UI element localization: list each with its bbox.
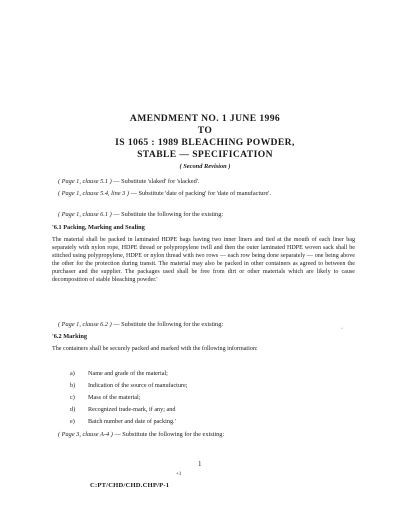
page-number: 1	[198, 460, 202, 468]
instruction-ref: ( Page 1, clause 6.2 )	[58, 321, 112, 328]
instruction-text: — Substitute the following for the existing:	[111, 211, 224, 218]
stray-mark: ·	[341, 326, 343, 332]
instruction-ref: ( Page 1, clause 5.4, line 3 )	[58, 190, 129, 197]
list-item: d) Recognized trade-mark, if any; and	[70, 406, 176, 413]
standard-subtitle: STABLE — SPECIFICATION	[137, 149, 273, 160]
list-item: a) Name and grade of the material;	[70, 370, 168, 377]
instruction-ref: ( Page 3, clause A-4 )	[58, 431, 113, 438]
amendment-heading: AMENDMENT NO. 1 JUNE 1996	[129, 113, 281, 124]
instruction-clause-5-4	[58, 190, 354, 198]
list-item: c) Mass of the material;	[70, 394, 141, 401]
instruction-clause-6-2	[58, 321, 358, 329]
section-6-2-title: '6.2 Marking	[52, 333, 87, 340]
instruction-clause-a-4	[58, 431, 358, 439]
instruction-clause-5-1	[58, 178, 358, 186]
instruction-text: — Substitute the following for the existing:	[112, 431, 225, 438]
instruction-text: — Substitute 'date of packing' for 'date of manufacture'.	[129, 190, 271, 197]
section-6-2-intro: The containers shall be securely packed and marked with the following information:	[52, 346, 258, 352]
revision-note: ( Second Revision )	[179, 163, 231, 170]
standard-title: IS 1065 : 1989 BLEACHING POWDER,	[115, 137, 295, 148]
list-item: e) Batch number and date of packing.'	[70, 418, 176, 425]
instruction-text: — Substitute the following for the existing:	[111, 321, 224, 328]
instruction-ref: ( Page 1, clause 5.1 )	[58, 178, 112, 185]
instruction-ref: ( Page 1, clause 6.1 )	[58, 211, 112, 218]
instruction-text: — Substitute 'slaked' for 'slacked'.	[111, 178, 200, 185]
list-item: b) Indication of the source of manufacture;	[70, 382, 188, 389]
footer-mark: +1	[176, 472, 182, 477]
instruction-clause-6-1	[58, 211, 358, 219]
amendment-to: TO	[197, 125, 213, 136]
document-code: C:PT/CHD/CHD.CHP/P-1	[90, 482, 170, 489]
section-6-1-body: The material shall be packed in laminated HDPE bags having two inner liners and tied at the mouth of each liner bag separately with nylon rope, HDPE thread or polypropylene twill and then the outer laminated HDPE woven sack shall be stitched using polypropylene, HDPE or nylon thread with two rows — each row being done separately — one being above the other for the protection during transit. The material may also be packed in other containers as agreed to between the purchaser and the supplier. The packages used shall be free from dirt or other materials which are likely to cause decomposition of stable bleaching powder.'	[52, 237, 355, 284]
section-6-1-title: '6.1 Packing, Marking and Sealing	[52, 224, 145, 231]
